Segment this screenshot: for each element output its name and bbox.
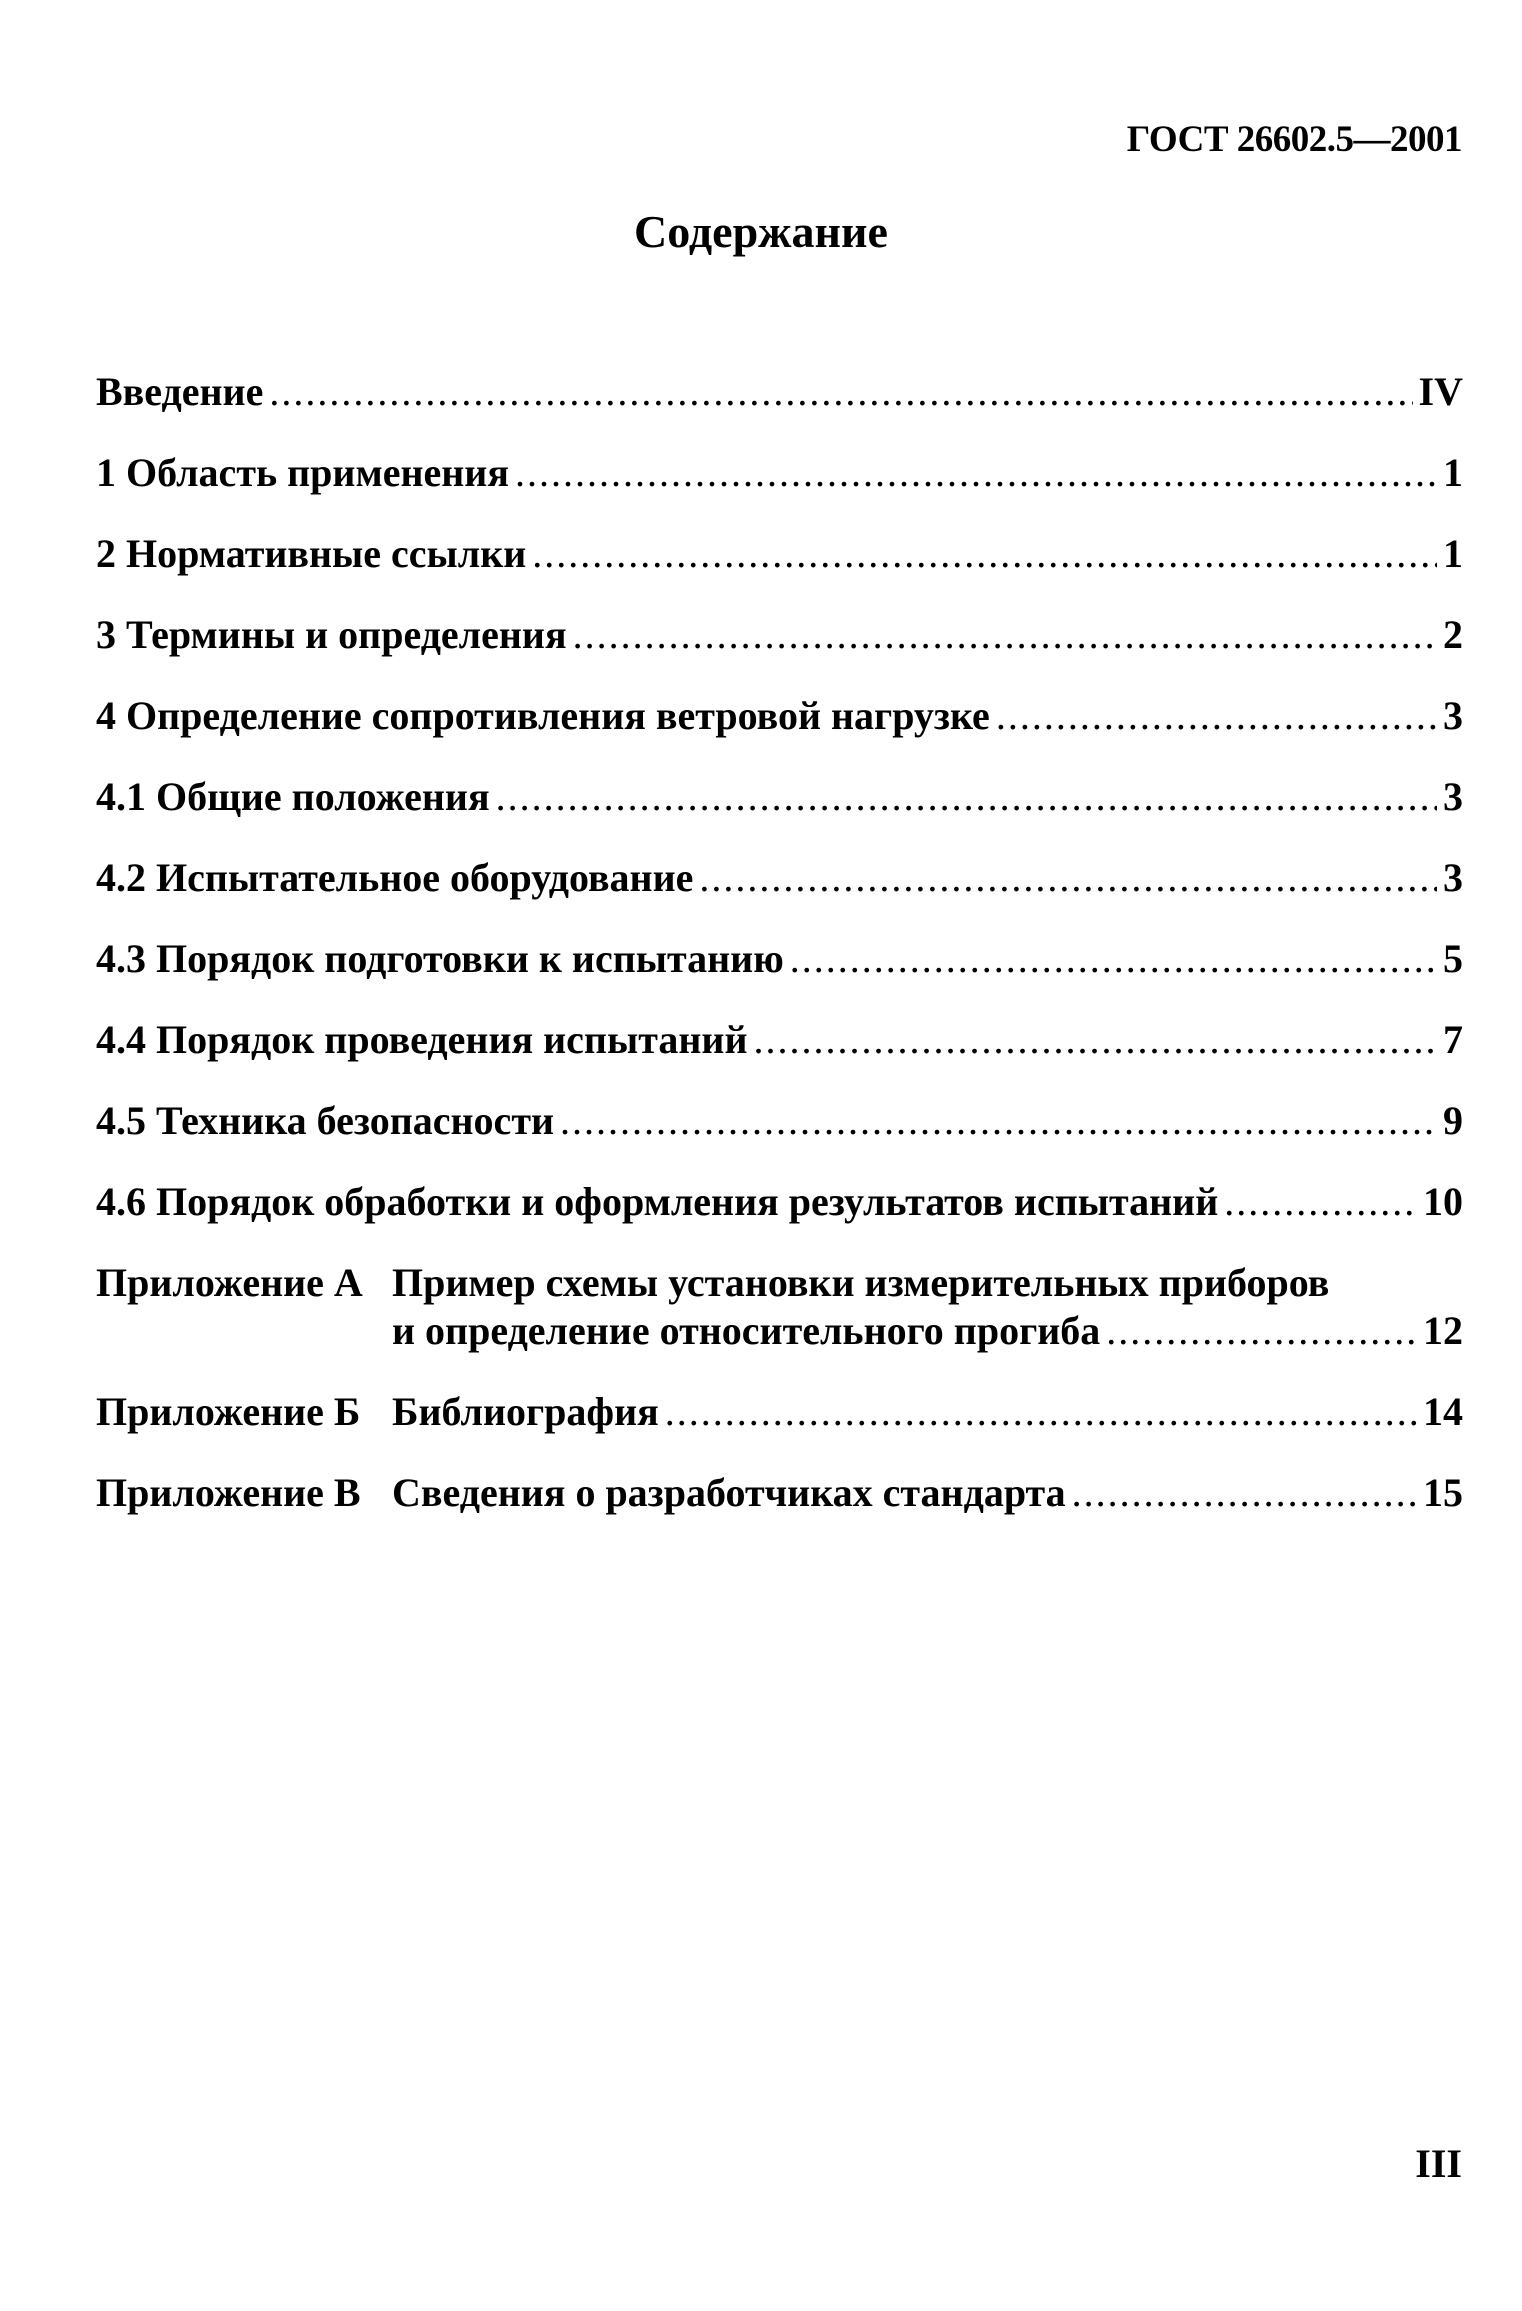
toc-leader-dots	[1106, 1307, 1417, 1355]
toc-entry-page: 10	[1423, 1179, 1463, 1224]
appendix-body	[392, 1259, 1463, 1355]
toc-entry-section-4-6[interactable]	[96, 1178, 1463, 1226]
toc-entry-label: 2 Нормативные ссылки	[96, 531, 527, 576]
toc-entry-introduction[interactable]	[96, 368, 1463, 416]
toc-leader-dots	[753, 1016, 1437, 1064]
toc-leader-dots	[665, 1388, 1417, 1436]
toc-entry-page: 1	[1443, 531, 1463, 576]
toc-entry-scope[interactable]	[96, 449, 1463, 497]
page-title: Содержание	[634, 206, 888, 257]
toc-entry-page: 9	[1443, 1098, 1463, 1143]
toc-leader-dots	[699, 854, 1437, 902]
toc-entry-page: IV	[1418, 369, 1463, 414]
toc-leader-dots	[560, 1097, 1437, 1145]
toc-entry-label: 4.1 Общие положения	[96, 774, 490, 819]
toc-entry-page: 14	[1423, 1389, 1463, 1434]
toc-leader-dots	[1224, 1178, 1417, 1226]
toc-appendix-b[interactable]	[96, 1388, 1463, 1436]
appendix-title-line	[392, 1388, 1463, 1436]
toc-entry-section-4-4[interactable]	[96, 1016, 1463, 1064]
toc-entry-label: 4.3 Порядок подготовки к испытанию	[96, 936, 784, 981]
document-code: ГОСТ 26602.5—2001	[1126, 119, 1462, 160]
toc-entry-label: Введение	[96, 369, 264, 414]
toc-entry-terms[interactable]	[96, 611, 1463, 659]
toc-leader-dots	[515, 449, 1437, 497]
appendix-label: Приложение А	[96, 1260, 363, 1305]
appendix-title: Библиография	[392, 1389, 659, 1434]
appendix-body	[392, 1388, 1463, 1436]
toc-leader-dots	[496, 773, 1437, 821]
appendix-label: Приложение Б	[96, 1389, 361, 1434]
appendix-title: и определение относительного прогиба	[392, 1308, 1101, 1353]
toc-entry-label: 4 Определение сопротивления ветровой нагрузке	[96, 693, 990, 738]
toc-entry-label: 4.2 Испытательное оборудование	[96, 855, 694, 900]
appendix-title-line2	[392, 1307, 1463, 1355]
toc-leader-dots	[996, 692, 1437, 740]
toc-entry-page: 1	[1443, 450, 1463, 495]
toc-leader-dots	[1072, 1469, 1417, 1517]
toc-entry-label: 4.4 Порядок проведения испытаний	[96, 1017, 748, 1062]
table-of-contents	[96, 368, 1463, 1550]
toc-entry-page: 3	[1443, 855, 1463, 900]
toc-entry-section-4[interactable]	[96, 692, 1463, 740]
toc-leader-dots	[790, 935, 1437, 983]
toc-entry-page: 2	[1443, 612, 1463, 657]
appendix-body	[392, 1469, 1463, 1517]
appendix-label: Приложение В	[96, 1470, 361, 1515]
toc-entry-page: 3	[1443, 774, 1463, 819]
toc-entry-page: 3	[1443, 693, 1463, 738]
appendix-title: Сведения о разработчиках стандарта	[392, 1470, 1066, 1515]
appendix-title-line	[392, 1469, 1463, 1517]
toc-leader-dots	[532, 530, 1437, 578]
toc-entry-page: 5	[1443, 936, 1463, 981]
toc-entry-label: 4.5 Техника безопасности	[96, 1098, 555, 1143]
page-number: III	[1415, 2141, 1462, 2186]
toc-entry-section-4-5[interactable]	[96, 1097, 1463, 1145]
toc-entry-section-4-1[interactable]	[96, 773, 1463, 821]
toc-appendix-a[interactable]	[96, 1259, 1463, 1355]
toc-entry-label: 3 Термины и определения	[96, 612, 567, 657]
toc-entry-label: 1 Область применения	[96, 450, 509, 495]
toc-entry-section-4-3[interactable]	[96, 935, 1463, 983]
toc-entry-normative-references[interactable]	[96, 530, 1463, 578]
toc-leader-dots	[269, 368, 1412, 416]
toc-entry-page: 7	[1443, 1017, 1463, 1062]
toc-entry-page: 12	[1423, 1308, 1463, 1353]
toc-entry-section-4-2[interactable]	[96, 854, 1463, 902]
toc-appendix-c[interactable]	[96, 1469, 1463, 1517]
toc-leader-dots	[573, 611, 1437, 659]
appendix-title-line1: Пример схемы установки измерительных приборов	[392, 1260, 1330, 1305]
toc-entry-label: 4.6 Порядок обработки и оформления результатов испытаний	[96, 1179, 1219, 1224]
toc-entry-page: 15	[1423, 1470, 1463, 1515]
